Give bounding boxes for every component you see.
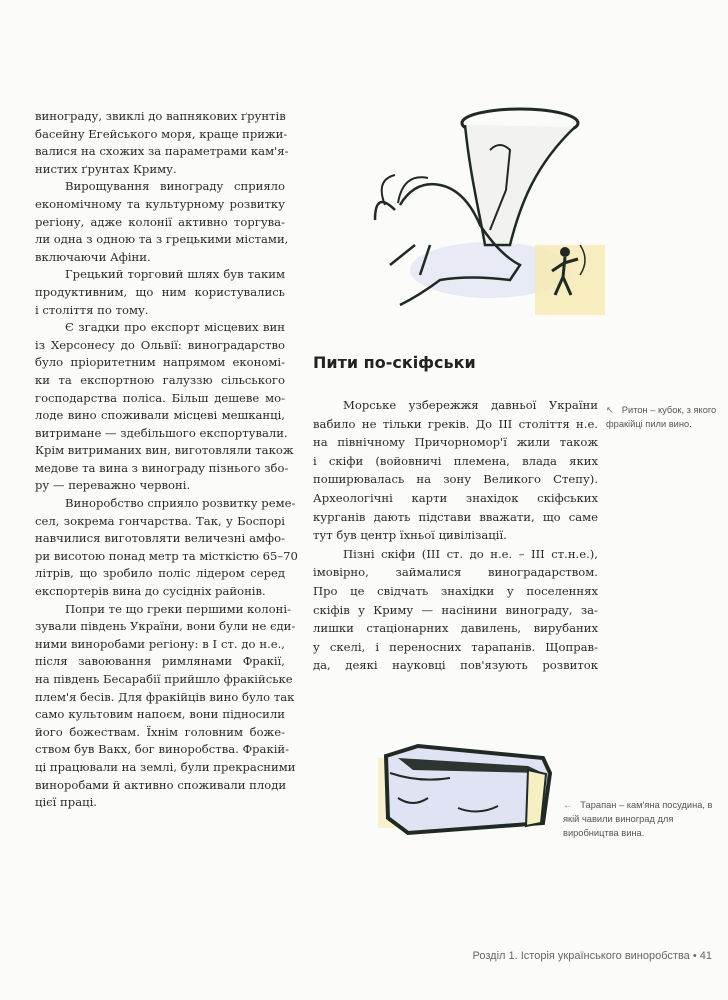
rhyton-illustration (360, 95, 610, 320)
tarapan-illustration (378, 738, 558, 838)
text-line: ством був Вакх, бог виноробства. Фракій- (35, 742, 290, 757)
text-line: господарства поліса. Більш дешеве мо- (35, 390, 285, 405)
text-line: із Херсонесу до Ольвії: виноградарство (35, 337, 285, 352)
left-text-column (35, 108, 298, 812)
text-line: тут був центр їхньої цивілізації. (313, 528, 507, 543)
text-line: валися на схожих за параметрами кам'я- (35, 144, 289, 159)
text-line: його божествам. Їхнім головним боже- (35, 724, 285, 739)
text-line: ру — переважно червоні. (35, 478, 191, 493)
text-line: ки та експортною галуззю сільського (35, 372, 285, 387)
text-line: нистих ґрунтах Криму. (35, 161, 177, 176)
text-line: і століття по тому. (35, 302, 149, 317)
text-line: курганів дають підстави вважати, що саме (313, 509, 598, 524)
text-line: скіфів у Криму — насінини винограду, за- (313, 602, 598, 617)
rhyton-caption-text: Ритон – кубок, з якого фракійці пили вино. (606, 405, 717, 429)
text-line: після завоювання римлянами Фракії, (35, 654, 285, 669)
text-line: навчилися виготовляти величезні амфо- (35, 531, 285, 546)
text-line: поширювалась на зону Великого Степу). (313, 472, 598, 487)
text-line: продуктивним, що ним користувались (35, 284, 285, 299)
text-line: включаючи Афіни. (35, 249, 151, 264)
text-line: ри висотою понад метр та місткістю 65–70 (35, 548, 298, 563)
tarapan-caption (563, 798, 715, 840)
text-line: вабило не тільки греків. До III століття н.е. (313, 416, 598, 431)
rhyton-caption (606, 403, 718, 431)
arrow-up-left-icon: ↖ (606, 405, 614, 415)
text-line: Попри те що греки першими колоні- (65, 601, 291, 616)
text-line: лоде вино споживали місцеві мешканці, (35, 408, 285, 423)
text-line: сел, зокрема гончарства. Так, у Боспорі (35, 513, 285, 528)
text-line: ли одна з одною та з грецькими містами, (35, 232, 289, 247)
text-line: на північному Причорномор'ї жили також (313, 435, 598, 450)
text-line: лишки стаціонарних давилень, вирубаних (313, 621, 598, 636)
text-line: економічному та культурному розвитку (35, 196, 285, 211)
text-line: Про це свідчать знахідки у поселеннях (313, 583, 598, 598)
text-line: імовірно, займалися виноградарством. (313, 565, 598, 580)
text-line: само культовим напоєм, вони підносили (35, 707, 285, 722)
text-line: і скіфи (войовничі племена, влада яких (313, 453, 598, 468)
text-line: літрів, що зробило поліс лідером серед (35, 566, 285, 581)
text-line: Пізні скіфи (III ст. до н.е. – III ст.н.е.), (343, 546, 598, 561)
text-line: у скелі, і переносних тарапанів. Щоправ- (313, 639, 598, 654)
text-line: витримане — здебільшого експортували. (35, 425, 288, 440)
text-line: Грецький торговий шлях був таким (65, 267, 285, 282)
text-line: експортерів вина до сусідніх районів. (35, 584, 266, 599)
text-line: Вирощування винограду сприяло (65, 179, 285, 194)
right-text-column (313, 396, 598, 675)
text-line: виноробами й активно споживали плоди (35, 777, 287, 792)
text-line: медове та вина з винограду пізнього збо- (35, 460, 289, 475)
text-line: басейну Егейського моря, краще прижи- (35, 126, 288, 141)
text-line: да, деякі науковці пов'язують розвиток (313, 658, 598, 673)
text-line: ними виноробами регіону: в I ст. до н.е., (35, 636, 285, 651)
page-footer: Розділ 1. Історія українського виноробства • 41 (472, 950, 712, 962)
text-line: Крім витриманих вин, виготовляли також (35, 443, 294, 458)
text-line: цієї праці. (35, 795, 97, 810)
text-line: Є згадки про експорт місцевих вин (65, 320, 285, 335)
arrow-left-icon: ← (563, 800, 573, 810)
text-line: Виноробство сприяло розвитку реме- (65, 496, 296, 511)
text-line: ці працювали на землі, були прекрасними (35, 759, 296, 774)
text-line: Археологічні карти знахідок скіфських (313, 490, 598, 505)
text-line: Морське узбережжя давньої України (343, 398, 598, 412)
section-heading: Пити по-скіфськи (313, 353, 476, 372)
text-line: регіону, адже колонії активно торгува- (35, 214, 285, 229)
text-line: плем'я бесів. Для фракійців вино було так (35, 689, 295, 704)
text-line: на південь Бесарабії прийшло фракійське (35, 672, 293, 686)
text-line: зували південь України, вони були не єди- (35, 619, 296, 634)
text-line: винограду, звиклі до вапнякових ґрунтів (35, 109, 286, 123)
text-line: було пріоритетним напрямом економі- (35, 355, 285, 370)
tarapan-caption-text: Тарапан – кам'яна посудина, в якій чавили виноград для виробництва вина. (563, 800, 713, 838)
